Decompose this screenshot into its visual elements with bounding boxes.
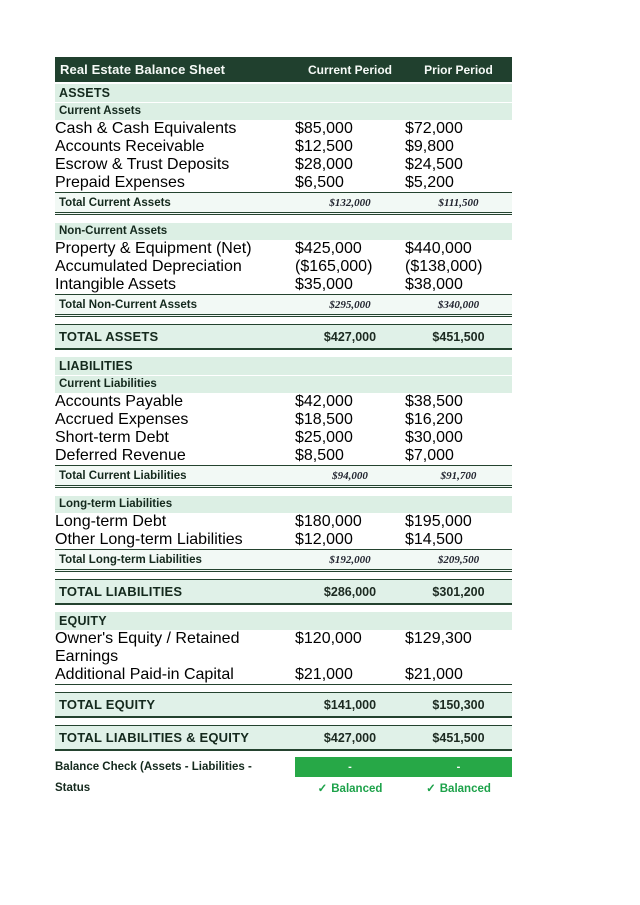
row-label: TOTAL EQUITY — [59, 697, 156, 712]
value-current-period: $192,000 — [329, 553, 371, 566]
section-gap — [55, 572, 512, 579]
value-current-period: $12,500 — [295, 138, 353, 155]
status-text: Balanced — [439, 782, 491, 795]
value-current-period: $85,000 — [295, 120, 353, 137]
value-current-period: $12,000 — [295, 531, 353, 548]
subsection-header: Current Assets — [55, 103, 512, 120]
row-label: Accounts Payable — [55, 393, 184, 410]
value-current-period: $295,000 — [329, 298, 371, 311]
subtotal-row — [55, 192, 512, 215]
table-row — [55, 666, 512, 684]
value-prior-period: $301,200 — [432, 584, 485, 599]
value-current-period: $42,000 — [295, 393, 353, 410]
value-prior-period: $451,500 — [432, 730, 485, 745]
row-label: Accrued Expenses — [55, 411, 189, 428]
section-header: EQUITY — [55, 612, 512, 630]
row-label: Additional Paid-in Capital — [55, 666, 234, 683]
value-current-period: $286,000 — [323, 584, 377, 599]
table-row — [55, 240, 512, 258]
grand-total-row — [55, 725, 512, 751]
column-header-prior-period: Prior Period — [424, 62, 493, 77]
value-prior-period: $150,300 — [432, 697, 485, 712]
value-prior-period: ($138,000) — [405, 258, 483, 275]
table-header — [55, 57, 512, 82]
subtotal-row — [55, 465, 512, 488]
table-row — [55, 120, 512, 138]
section-gap — [55, 215, 512, 222]
section-header: LIABILITIES — [55, 357, 512, 375]
value-current-period: $25,000 — [295, 429, 353, 446]
check-icon: ✓ — [426, 782, 436, 795]
section-gap — [55, 488, 512, 495]
value-prior-period: $5,200 — [405, 174, 454, 191]
value-prior-period: $38,000 — [405, 276, 463, 293]
table-row — [55, 138, 512, 156]
row-label: TOTAL LIABILITIES — [59, 584, 183, 599]
value-current-period: $180,000 — [295, 513, 362, 530]
section-gap — [55, 350, 512, 357]
table-row — [55, 447, 512, 465]
section-gap — [55, 605, 512, 612]
value-prior-period: $7,000 — [405, 447, 454, 464]
value-prior-period: $340,000 — [437, 298, 480, 311]
value-prior-period: $440,000 — [405, 240, 472, 257]
sheet-title: Real Estate Balance Sheet — [60, 62, 226, 77]
row-label: Prepaid Expenses — [55, 174, 185, 191]
status-row — [55, 778, 512, 797]
value-prior-period: $72,000 — [405, 120, 463, 137]
status-value-prior — [405, 781, 512, 795]
value-current-period: $132,000 — [329, 196, 371, 209]
value-current-period: ($165,000) — [295, 258, 373, 275]
row-label: Balance Check (Assets - Liabilities - — [55, 761, 252, 773]
value-current-period: $120,000 — [295, 630, 362, 647]
table-row — [55, 174, 512, 192]
balance-sheet-table — [55, 57, 512, 797]
value-current-period: $141,000 — [323, 697, 377, 712]
value-prior-period: $21,000 — [405, 666, 463, 683]
row-label: Total Current Liabilities — [59, 469, 187, 482]
row-label: Owner's Equity / Retained Earnings — [55, 630, 240, 665]
row-label: Intangible Assets — [55, 276, 176, 293]
row-label: TOTAL ASSETS — [59, 329, 159, 344]
value-current-period: $425,000 — [295, 240, 362, 257]
value-current-period: $94,000 — [332, 469, 368, 482]
subsection-header: Long-term Liabilities — [55, 496, 512, 513]
status-value-current — [295, 781, 405, 795]
value-current-period: $28,000 — [295, 156, 353, 173]
check-icon: ✓ — [317, 782, 328, 795]
table-row — [55, 531, 512, 549]
table-row — [55, 513, 512, 531]
row-label: Cash & Cash Equivalents — [55, 120, 237, 137]
status-text: Balanced — [331, 782, 383, 795]
value-prior-period: $16,200 — [405, 411, 463, 428]
table-row — [55, 258, 512, 276]
row-label: Accounts Receivable — [55, 138, 205, 155]
subsection-header: Non-Current Assets — [55, 223, 512, 240]
value-current-period: $8,500 — [295, 447, 344, 464]
value-current-period: $427,000 — [323, 329, 377, 344]
table-row — [55, 630, 512, 666]
value-prior-period: $91,700 — [440, 469, 477, 482]
balance-check-row — [55, 757, 512, 777]
row-label: Status — [55, 781, 91, 794]
table-row — [55, 393, 512, 411]
value-prior-period: $9,800 — [405, 138, 454, 155]
row-label: Long-term Debt — [55, 513, 167, 530]
table-row — [55, 156, 512, 174]
value-current-period: $35,000 — [295, 276, 353, 293]
row-label: Escrow & Trust Deposits — [55, 156, 230, 173]
column-header-current-period: Current Period — [307, 62, 392, 77]
value-prior-period: $209,500 — [437, 553, 480, 566]
row-label: Accumulated Depreciation — [55, 258, 242, 275]
grand-total-row — [55, 324, 512, 350]
row-label: Property & Equipment (Net) — [55, 240, 252, 257]
table-row — [55, 411, 512, 429]
value-prior-period: - — [405, 757, 512, 777]
row-label: Short-term Debt — [55, 429, 169, 446]
value-prior-period: $129,300 — [405, 630, 472, 647]
subsection-header: Current Liabilities — [55, 376, 512, 393]
value-prior-period: $24,500 — [405, 156, 463, 173]
grand-total-row — [55, 692, 512, 718]
value-prior-period: $14,500 — [405, 531, 463, 548]
value-current-period: $18,500 — [295, 411, 353, 428]
subtotal-row — [55, 294, 512, 317]
row-label: Total Current Assets — [59, 196, 171, 209]
value-current-period: $6,500 — [295, 174, 344, 191]
section-gap — [55, 685, 512, 692]
value-prior-period: $451,500 — [432, 329, 485, 344]
row-label: TOTAL LIABILITIES & EQUITY — [59, 730, 250, 745]
table-row — [55, 276, 512, 294]
table-row — [55, 429, 512, 447]
section-gap — [55, 718, 512, 725]
table-body — [55, 84, 512, 797]
row-label: Total Long-term Liabilities — [59, 553, 202, 566]
value-prior-period: $30,000 — [405, 429, 463, 446]
value-prior-period: $195,000 — [405, 513, 472, 530]
value-current-period: - — [295, 757, 405, 777]
section-header: ASSETS — [55, 84, 512, 102]
value-prior-period: $111,500 — [438, 196, 479, 209]
subtotal-row — [55, 549, 512, 572]
row-label: Other Long-term Liabilities — [55, 531, 243, 548]
value-prior-period: $38,500 — [405, 393, 463, 410]
row-label: Total Non-Current Assets — [59, 298, 198, 311]
value-current-period: $21,000 — [295, 666, 353, 683]
value-current-period: $427,000 — [323, 730, 377, 745]
row-label: Deferred Revenue — [55, 447, 186, 464]
grand-total-row — [55, 579, 512, 605]
section-gap — [55, 317, 512, 324]
